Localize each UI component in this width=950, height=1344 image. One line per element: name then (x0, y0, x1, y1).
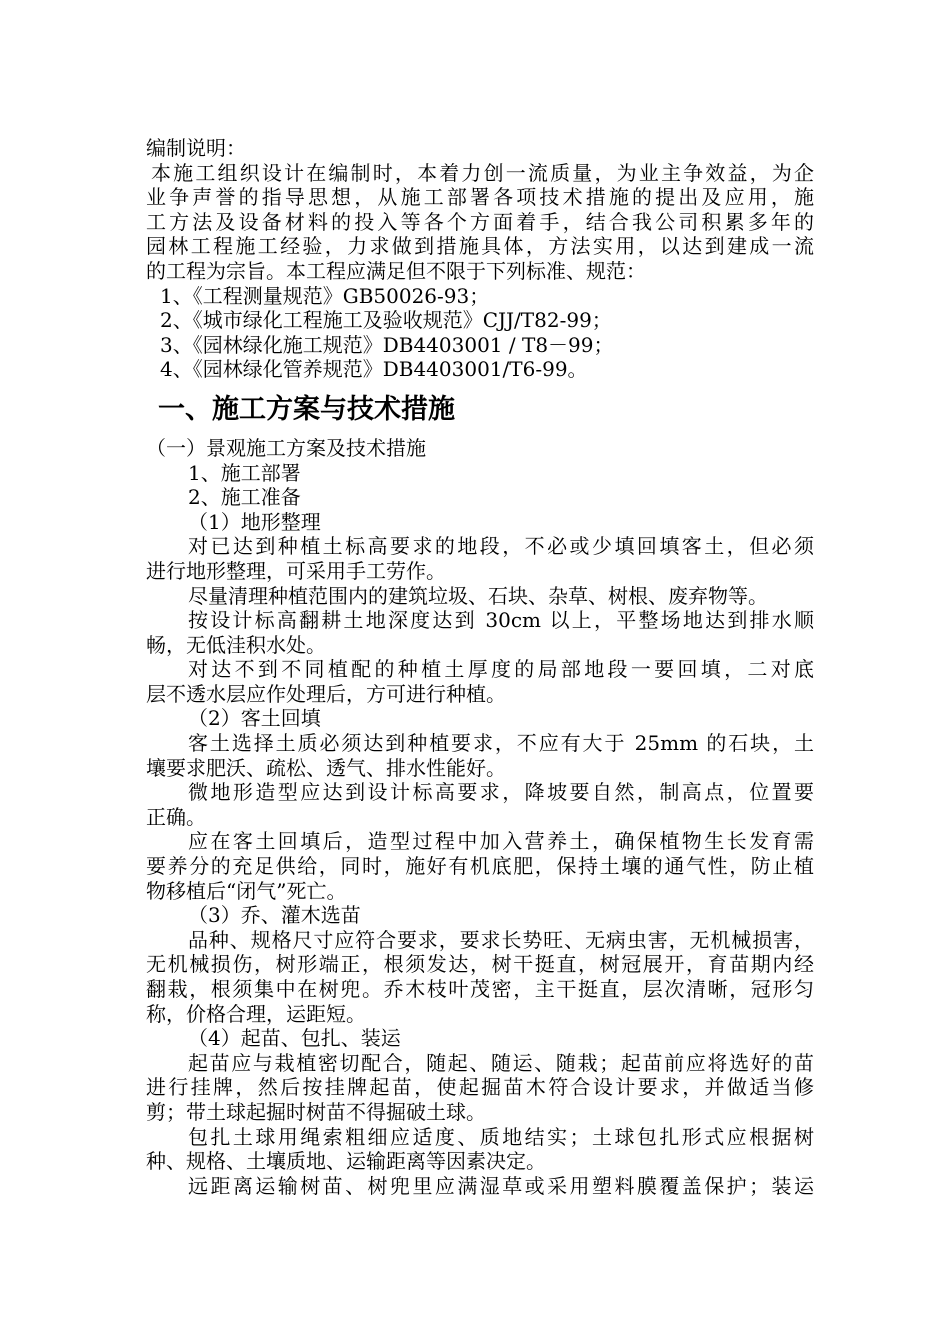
body-text-line: 进行挂牌，然后按挂牌起苗，使起掘苗木符合设计要求，并做适当修 (146, 1075, 814, 1100)
intro-paragraph-line: 工方法及设备材料的投入等各个方面着手，结合我公司积累多年的 (146, 209, 814, 234)
body-text-line: 要养分的充足供给，同时，施好有机底肥，保持土壤的通气性，防止植 (146, 854, 814, 879)
standard-list-item: 2、《城市绿化工程施工及验收规范》CJJ/T82-99； (160, 308, 612, 333)
standard-list-item: 4、《园林绿化管养规范》DB4403001/T6-99。 (160, 357, 588, 382)
body-text-line: 微地形造型应达到设计标高要求，降坡要自然，制高点，位置要 (188, 780, 814, 805)
body-text-line: 畅，无低洼积水处。 (146, 632, 326, 657)
sub-item-heading: （1）地形整理 (188, 509, 321, 534)
standard-list-item: 1、《工程测量规范》GB50026-93； (160, 283, 490, 308)
intro-paragraph-line: 园林工程施工经验，力求做到措施具体，方法实用，以达到建成一流 (146, 234, 814, 259)
body-text-line: 对达不到不同植配的种植土厚度的局部地段一要回填，二对底 (188, 657, 814, 682)
body-text-line: 无机械损伤，树形端正，根须发达，树干挺直，树冠展开，育苗期内经 (146, 952, 814, 977)
document-body (146, 136, 814, 1198)
body-text-line: 客土选择土质必须达到种植要求，不应有大于 25mm 的石块，土 (188, 731, 814, 756)
body-text-line: 层不透水层应作处理后，方可进行种植。 (146, 681, 506, 706)
subsection-heading: （一）景观施工方案及技术措施 (146, 435, 426, 460)
item-heading: 2、施工准备 (188, 485, 301, 510)
body-text-line: 正确。 (146, 804, 206, 829)
body-text-line: 翻栽，根须集中在树兜。乔木枝叶茂密，主干挺直，层次清晰，冠形匀 (146, 977, 814, 1001)
body-text-line: 品种、规格尺寸应符合要求，要求长势旺、无病虫害，无机械损害， (188, 927, 814, 952)
body-text-line: 物移植后“闭气”死亡。 (146, 878, 347, 903)
body-text-line: 称，价格合理，运距短。 (146, 1001, 366, 1026)
item-heading: 1、施工部署 (188, 460, 301, 485)
body-text-line: 对已达到种植土标高要求的地段，不必或少填回填客土，但必须 (188, 534, 814, 559)
body-text-line: 按设计标高翻耕土地深度达到 30cm 以上，平整场地达到排水顺 (188, 608, 814, 633)
sub-item-heading: （2）客土回填 (188, 706, 321, 731)
body-text-line: 种、规格、土壤质地、运输距离等因素决定。 (146, 1149, 546, 1174)
body-text-line: 远距离运输树苗、树兜里应满湿草或采用塑料膜覆盖保护；装运 (188, 1173, 814, 1198)
sub-item-heading: （3）乔、灌木选苗 (188, 903, 361, 928)
body-text-line: 剪；带土球起掘时树苗不得掘破土球。 (146, 1099, 486, 1124)
body-text-line: 应在客土回填后，造型过程中加入营养土，确保植物生长发育需 (188, 829, 814, 854)
section-label: 编制说明： (146, 136, 246, 160)
body-text-line: 尽量清理种植范围内的建筑垃圾、石块、杂草、树根、废弃物等。 (188, 583, 768, 608)
intro-paragraph-line: 业争声誉的指导思想，从施工部署各项技术措施的提出及应用，施 (146, 185, 814, 210)
body-text-line: 壤要求肥沃、疏松、透气、排水性能好。 (146, 755, 506, 780)
intro-paragraph-line: 的工程为宗旨。本工程应满足但不限于下列标准、规范： (146, 258, 646, 283)
body-text-line: 进行地形整理，可采用手工劳作。 (146, 558, 446, 583)
standard-list-item: 3、《园林绿化施工规范》DB4403001 / T8－99； (160, 332, 614, 357)
sub-item-heading: （4）起苗、包扎、装运 (188, 1026, 401, 1051)
chapter-heading: 一、施工方案与技术措施 (158, 393, 455, 425)
body-text-line: 包扎土球用绳索粗细应适度、质地结实；土球包扎形式应根据树 (188, 1124, 814, 1149)
body-text-line: 起苗应与栽植密切配合，随起、随运、随栽；起苗前应将选好的苗 (188, 1050, 814, 1075)
intro-paragraph-line: 本施工组织设计在编制时，本着力创一流质量，为业主争效益，为企 (151, 160, 814, 185)
